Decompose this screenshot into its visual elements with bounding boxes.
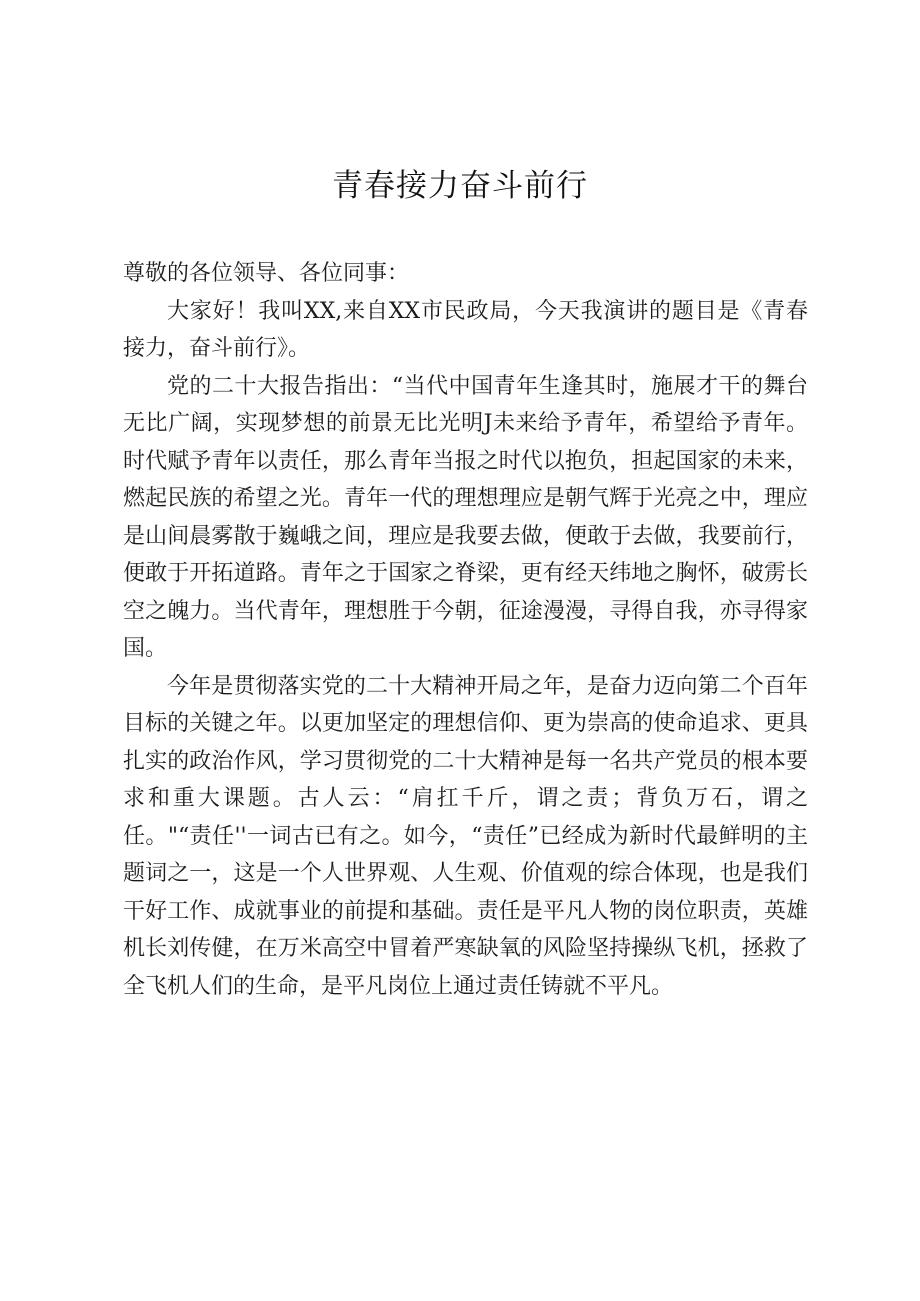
paragraph-responsibility: 今年是贯彻落实党的二十大精神开局之年，是奋力迈向第二个百年目标的关键之年。以更加坚定的理想信仰、更为崇高的使命追求、更具扎实的政治作风，学习贯彻党的二十大精神是每一名共产党员的根本要求和重大课题。古人云：“肩扛千斤，谓之责；背负万石，谓之任。"“责任''一词古已有之。如今，“责任”已经成为新时代最鲜明的主题词之一，这是一个人世界观、人生观、价值观的综合体现，也是我们干好工作、成就事业的前提和基础。责任是平凡人物的岗位职责，英雄机长刘传健，在万米高空中冒着严寒缺氧的风险坚持操纵飞机，拯救了全飞机人们的生命，是平凡岗位上通过责任铸就不平凡。 (123, 673, 808, 999)
paragraph-report-quote: 党的二十大报告指出：“当代中国青年生逢其时，施展才干的舞台无比广阔，实现梦想的前景无比光明J未来给予青年，希望给予青年。时代赋予青年以责任，那么青年当报之时代以抱负，担起国家的未来，燃起民族的希望之光。青年一代的理想理应是朝气辉于光亮之中，理应是山间晨雾散于巍峨之间，理应是我要去做，便敢于去做，我要前行，便敢于开拓道路。青年之于国家之脊梁，更有经天纬地之胸怀，破雳长空之魄力。当代青年，理想胜于今朝，征途漫漫，寻得自我，亦寻得家国。 (123, 373, 808, 661)
paragraph-greeting: 大家好！我叫XX,来自XX市民政局，今天我演讲的题目是《青春接力，奋斗前行》。 (123, 298, 808, 361)
salutation: 尊敬的各位领导、各位同事： (123, 261, 410, 286)
document-title: 青春接力奋斗前行 (332, 168, 588, 204)
document-body (123, 255, 808, 1005)
